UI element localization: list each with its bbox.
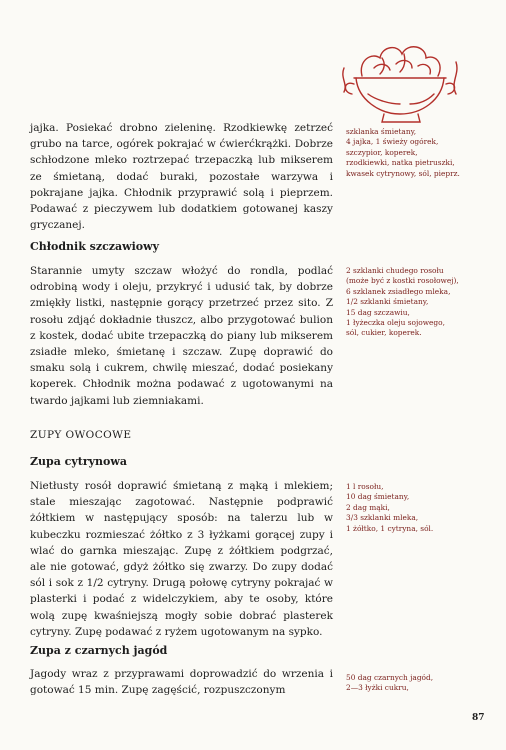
jagody-text: Jagody wraz z przyprawami doprowadzić do wrzenia i gotować 15 min. Zupę zagęścić, rozpuszczonym <box>30 668 333 697</box>
ingredient-line: 6 szklanek zsiadłego mleka, <box>346 286 451 296</box>
ingredient-line: szczypior, koperek, <box>346 147 418 157</box>
section-title: ZUPY OWOCOWE <box>30 429 132 441</box>
cytrynowa-text: Nietłusty rosół doprawić śmietaną z mąką i mlekiem; stale mieszając zagotować. Następnie podprawić żółtkiem w następujący sposób: na talerzu lub w kubeczku rozmieszać żółtko z 3 łyżkami gorącej zupy i wlać do garnka mieszając. Zupę z żółtkiem podgrzać, ale nie gotować, gdyż żółtko się zwarzy. Do zupy dodać sól i sok z 1/2 cytryny. Drugą połowę cytryny pokrajać w plasterki i podać z widelczykiem, aby te osoby, które wolą zupę kwaśniejszą mogły sobie dobrać plasterek cytryny. Zupę podawać z ryżem ugotowanym na sypko. <box>30 480 333 638</box>
ingredient-line: rzodkiewki, natka pietruszki, <box>346 158 455 168</box>
soup-bowl-illustration <box>340 18 460 130</box>
chlodnik-paragraph <box>30 263 333 409</box>
ingredient-line: 1 żółtko, 1 cytryna, sól. <box>346 523 434 533</box>
intro-paragraph <box>30 120 333 233</box>
recipe-title-chlodnik: Chłodnik szczawiowy <box>30 240 159 253</box>
ingredient-line: 2—3 łyżki cukru, <box>346 683 409 693</box>
ingredient-line: 1 l rosołu, <box>346 482 384 491</box>
ingredient-line: szklanka śmietany, <box>346 127 417 136</box>
ingredient-line: 2 dag mąki, <box>346 502 390 512</box>
ingredient-line: 4 jajka, 1 świeży ogórek, <box>346 137 439 147</box>
ingredient-line: 50 dag czarnych jagód, <box>346 673 434 682</box>
ingredient-line: (może być z kostki rosołowej), <box>346 276 459 286</box>
intro-ingredients <box>346 127 496 179</box>
ingredient-line: 1 łyżeczka oleju sojowego, <box>346 318 445 328</box>
ingredient-line: 1/2 szklanki śmietany, <box>346 297 429 307</box>
ingredient-line: 15 dag szczawiu, <box>346 307 410 317</box>
cytrynowa-paragraph <box>30 478 333 640</box>
ingredient-line: 10 dag śmietany, <box>346 492 410 502</box>
ingredient-line: 3/3 szklanki mleka, <box>346 513 419 523</box>
ingredient-line: sól, cukier, koperek. <box>346 328 422 338</box>
recipe-title-jagody: Zupa z czarnych jagód <box>30 644 168 657</box>
jagody-paragraph <box>30 666 333 698</box>
chlodnik-text: Starannie umyty szczaw włożyć do rondla, podlać odrobiną wody i oleju, przykryć i udusić tak, by dobrze zmiękły listki, następnie gorący przetrzeć przez sito. Z rosołu zdjąć dokładnie tłuszcz, albo przygotować bulion z kostek, dodać ubite trzepaczką do piany lub mikserem zsiadłe mleko, śmietanę i szczaw. Zupę doprawić do smaku solą i cukrem, chwilę mieszać, dodać posiekany koperek. Chłodnik można podawać z ugotowanymi na twardo jajkami lub ziemniakami. <box>30 265 333 407</box>
ingredient-line: kwasek cytrynowy, sól, pieprz. <box>346 168 460 178</box>
jagody-ingredients <box>346 673 496 694</box>
chlodnik-ingredients <box>346 266 496 339</box>
ingredient-line: 2 szklanki chudego rosołu <box>346 266 444 275</box>
recipe-title-cytrynowa: Zupa cytrynowa <box>30 455 127 468</box>
cytrynowa-ingredients <box>346 482 496 534</box>
intro-text: jajka. Posiekać drobno zieleninę. Rzodkiewkę zetrzeć grubo na tarce, ogórek pokrajać w ćwierćkrążki. Dobrze schłodzone mleko roztrzepać trzepaczką lub mikserem ze śmietaną, dodać buraki, pozostałe warzywa i pokrajane jajka. Chłodnik przyprawić solą i pieprzem. Podawać z pieczywem lub dodatkiem gotowanej kaszy gryczanej. <box>30 122 333 232</box>
page-number: 87 <box>472 713 485 723</box>
